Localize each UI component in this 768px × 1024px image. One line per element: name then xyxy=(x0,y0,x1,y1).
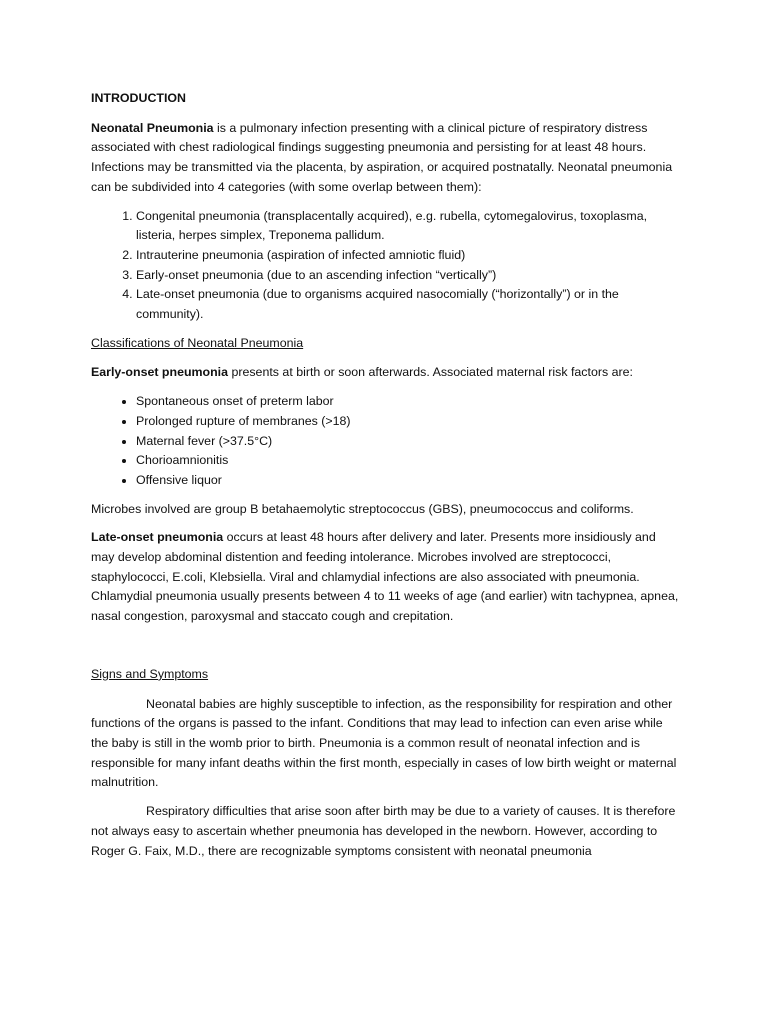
early-onset-term: Early-onset pneumonia xyxy=(91,365,229,380)
category-item: 4. Late-onset pneumonia (due to organisms acquired nasocomially (“horizontally”) or in the community). xyxy=(136,285,681,324)
risk-factor-item: • Prolonged rupture of membranes (>18) xyxy=(136,412,681,432)
intro-term: Neonatal Pneumonia xyxy=(91,120,214,135)
signs-paragraph-1: Neonatal babies are highly susceptible to infection, as the responsibility for respiration and other functions of the organs is passed to the infant. Conditions that may lead to infection can even arise while the baby is still in the womb prior to birth. Pneumonia is a common result of neonatal infection and is responsible for many infant deaths within the first month, especially in cases of low birth weight or maternal malnutrition. xyxy=(91,696,677,790)
late-onset-paragraph xyxy=(91,528,681,627)
microbes-paragraph: Microbes involved are group B betahaemolytic streptococcus (GBS), pneumococcus and coliforms. xyxy=(91,501,634,516)
category-list xyxy=(91,207,681,325)
signs-title: Signs and Symptoms xyxy=(91,666,209,681)
classifications-title: Classifications of Neonatal Pneumonia xyxy=(91,335,304,350)
section-spacer xyxy=(91,636,681,665)
risk-factor-item: • Spontaneous onset of preterm labor xyxy=(136,392,681,412)
early-onset-text: presents at birth or soon afterwards. Associated maternal risk factors are: xyxy=(228,365,633,380)
risk-factor-item: • Maternal fever (>37.5°C) xyxy=(136,432,681,452)
risk-factor-list xyxy=(91,392,681,491)
intro-paragraph xyxy=(91,119,681,198)
category-item: 1. Congenital pneumonia (transplacentally acquired), e.g. rubella, cytomegalovirus, toxoplasma, listeria, herpes simplex, Treponema pallidum. xyxy=(136,207,681,246)
intro-heading: INTRODUCTION xyxy=(91,91,186,105)
risk-factor-item: • Chorioamnionitis xyxy=(136,451,681,471)
early-onset-paragraph xyxy=(91,363,681,383)
late-onset-term: Late-onset pneumonia xyxy=(91,530,224,545)
category-item: 2. Intrauterine pneumonia (aspiration of infected amniotic fluid) xyxy=(136,246,681,266)
intro-text: is a pulmonary infection presenting with a clinical picture of respiratory distress associated with chest radiological findings suggesting pneumonia and persisting for at least 48 hours. Infections may be transmitted via the placenta, by aspiration, or acquired postnatally. Neonatal pneumonia can be subdivided into 4 categories (with some overlap between them): xyxy=(91,120,673,194)
risk-factor-item: • Offensive liquor xyxy=(136,471,681,491)
late-onset-text: occurs at least 48 hours after delivery and later. Presents more insidiously and may develop abdominal distention and feeding intolerance. Microbes involved are streptococci, staphylococci, E.coli, Klebsiella. Viral and chlamydial infections are also associated with pneumonia. Chlamydial pneumonia usually presents between 4 to 11 weeks of age (and earlier) witn tachypnea, apnea, nasal congestion, paroxysmal and staccato cough and crepitation. xyxy=(91,530,679,624)
document-page xyxy=(91,89,681,870)
category-item: 3. Early-onset pneumonia (due to an ascending infection “vertically”) xyxy=(136,266,681,286)
signs-paragraph-2: Respiratory difficulties that arise soon after birth may be due to a variety of causes. It is therefore not always easy to ascertain whether pneumonia has developed in the newborn. However, according to Roger G. Faix, M.D., there are recognizable symptoms consistent with neonatal pneumonia xyxy=(91,804,676,858)
